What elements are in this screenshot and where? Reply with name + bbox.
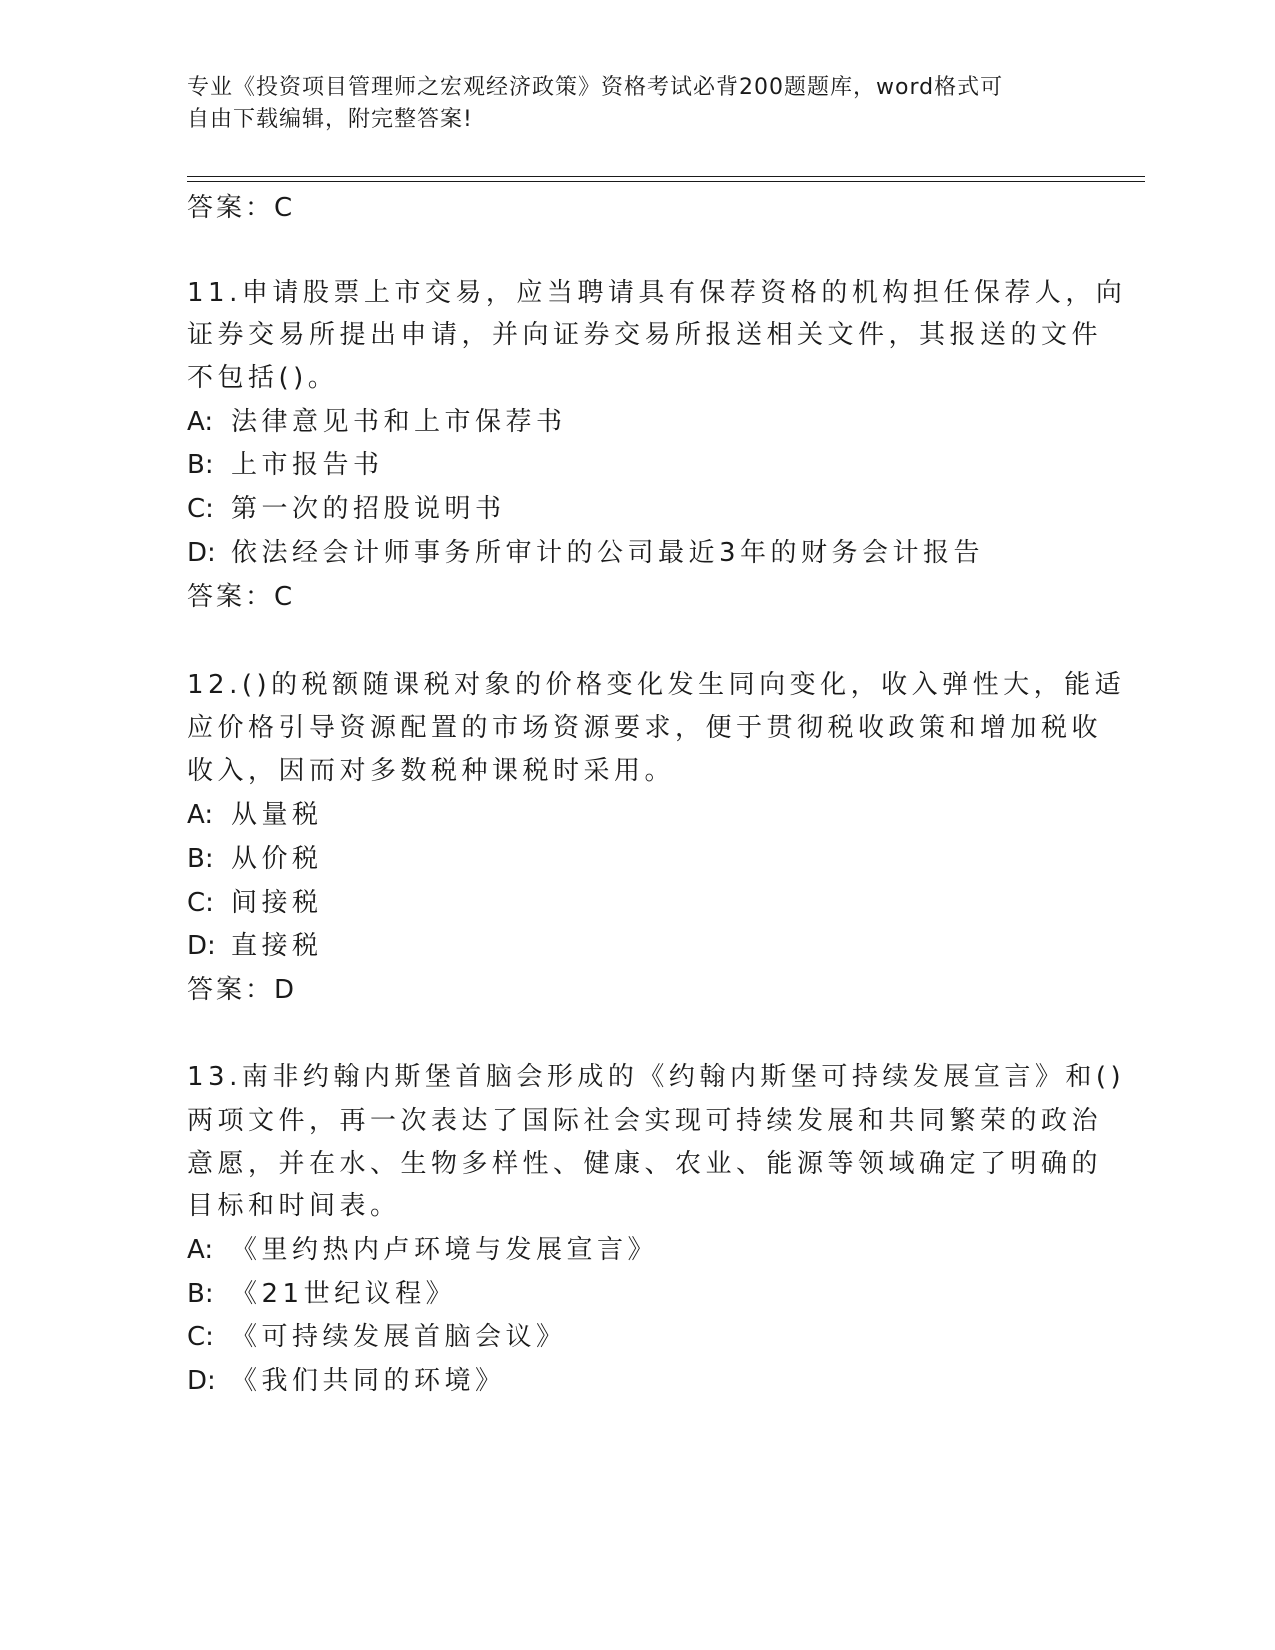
answer-label: 答案：C — [187, 193, 296, 223]
option-b — [187, 450, 384, 480]
option-label: C: — [187, 1322, 214, 1352]
option-label: A: — [187, 407, 214, 437]
option-text: 上市报告书 — [231, 450, 384, 480]
option-a — [187, 407, 567, 437]
question-text-line: 12.()的税额随课税对象的价格变化发生同向变化，收入弹性大，能适 — [187, 670, 1126, 700]
question-text-line: 13.南非约翰内斯堡首脑会形成的《约翰内斯堡可持续发展宣言》和() — [187, 1062, 1126, 1092]
option-label: B: — [187, 1279, 214, 1309]
option-label: C: — [187, 888, 214, 918]
option-text: 从价税 — [231, 844, 323, 874]
question-text-line: 不包括()。 — [187, 363, 339, 393]
option-text: 从量税 — [231, 800, 323, 830]
document-header — [187, 72, 1067, 136]
option-c — [187, 888, 323, 918]
option-text: 第一次的招股说明书 — [231, 494, 506, 524]
header-line-1: 专业《投资项目管理师之宏观经济政策》资格考试必背200题题库，word格式可 — [187, 75, 1004, 100]
option-label: D: — [187, 538, 216, 568]
question-text-line: 证券交易所提出申请，并向证券交易所报送相关文件，其报送的文件 — [187, 320, 1103, 350]
header-line-2: 自由下载编辑，附完整答案! — [187, 107, 473, 132]
option-text: 法律意见书和上市保荐书 — [231, 407, 567, 437]
option-label: A: — [187, 1235, 214, 1265]
option-text: 依法经会计师事务所审计的公司最近3年的财务会计报告 — [231, 538, 985, 568]
header-divider-top — [187, 176, 1145, 177]
option-text: 《里约热内卢环境与发展宣言》 — [231, 1235, 659, 1265]
question-text-line: 意愿，并在水、生物多样性、健康、农业、能源等领域确定了明确的 — [187, 1149, 1103, 1179]
option-text: 《我们共同的环境》 — [231, 1366, 506, 1396]
question-text-line: 11.申请股票上市交易，应当聘请具有保荐资格的机构担任保荐人，向 — [187, 278, 1127, 308]
option-d — [187, 931, 323, 961]
answer-label: 答案：D — [187, 975, 298, 1005]
option-c — [187, 494, 506, 524]
option-d — [187, 1366, 506, 1396]
option-b — [187, 1279, 456, 1309]
question-text-line: 目标和时间表。 — [187, 1191, 401, 1221]
answer-label: 答案：C — [187, 582, 296, 612]
option-label: D: — [187, 931, 216, 961]
option-text: 直接税 — [231, 931, 323, 961]
option-label: D: — [187, 1366, 216, 1396]
option-text: 《可持续发展首脑会议》 — [231, 1322, 567, 1352]
question-text-line: 收入，因而对多数税种课税时采用。 — [187, 756, 676, 786]
header-divider-bottom — [187, 181, 1145, 182]
option-label: B: — [187, 844, 214, 874]
option-a — [187, 800, 323, 830]
option-text: 间接税 — [231, 888, 323, 918]
question-text-line: 应价格引导资源配置的市场资源要求，便于贯彻税收政策和增加税收 — [187, 713, 1103, 743]
option-b — [187, 844, 323, 874]
option-d — [187, 538, 984, 568]
option-a — [187, 1235, 658, 1265]
option-label: A: — [187, 800, 214, 830]
option-label: B: — [187, 450, 214, 480]
option-text: 《21世纪议程》 — [231, 1279, 457, 1309]
question-text-line: 两项文件，再一次表达了国际社会实现可持续发展和共同繁荣的政治 — [187, 1106, 1103, 1136]
option-label: C: — [187, 494, 214, 524]
option-c — [187, 1322, 567, 1352]
